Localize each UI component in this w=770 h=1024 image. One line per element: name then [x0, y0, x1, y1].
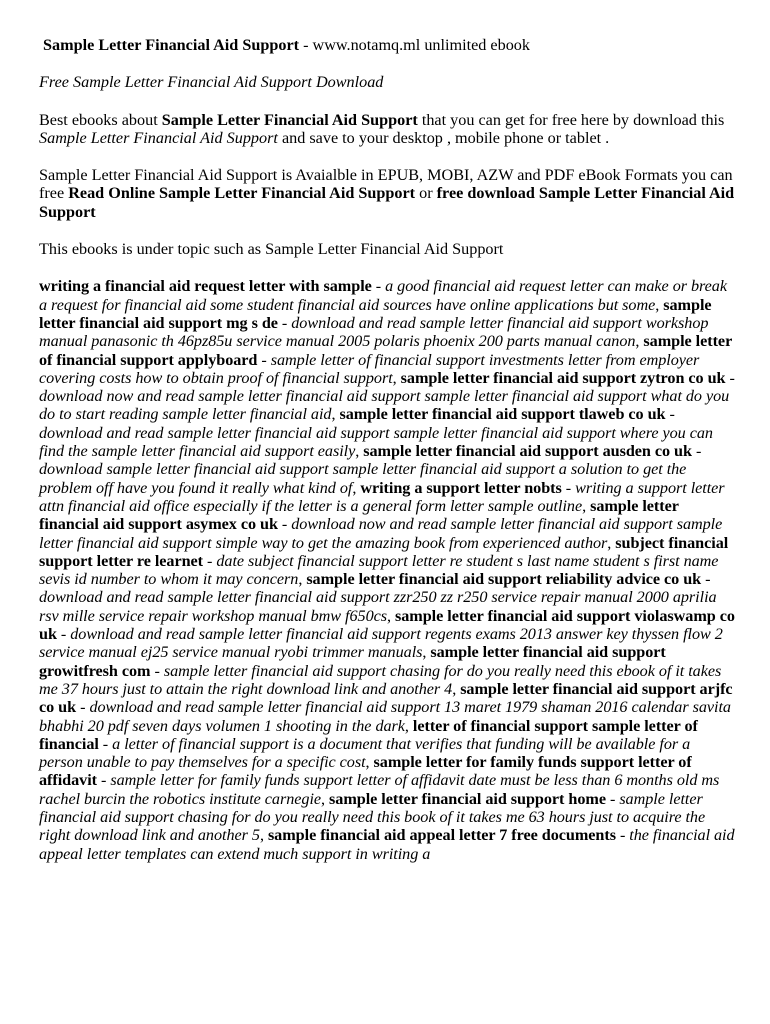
entry-description: the financial aid appeal letter templates can extend much support in writing a: [39, 826, 735, 863]
entry-title[interactable]: subject financial support letter re learnet: [39, 533, 729, 570]
entry-description: download and read sample letter financial aid support workshop manual panasonic th 46pz85u service manual 2005 polaris phoenix 200 parts manual canon: [39, 313, 709, 351]
entry-description: download now and read sample letter financial aid support sample letter financial aid support simple way to get the amazing book from experienced author: [39, 515, 723, 552]
intro-paragraph-3: This ebooks is under topic such as Sample Letter Financial Aid Support: [39, 240, 504, 259]
document-page: [39, 36, 737, 863]
entry-description: sample letter of financial support investments letter from employer covering costs how to obtain proof of financial support: [39, 350, 700, 387]
intro-paragraph-1: [39, 111, 737, 148]
entry-description: date subject financial support letter re student s last name student s first name sevis id number to whom it may concern: [39, 551, 719, 589]
entry-description: download and read sample letter financial aid support sample letter financial aid support where you can find the sample letter financial aid support easily: [39, 423, 713, 461]
entries-paragraph: writing a financial aid request letter with sample - a good financial aid request letter can make or break a request for financial aid some student financial aid sources have online applications but some, sample letter financial aid support mg s de - download and read sample letter financial aid support workshop manual panasonic th 46pz85u service manual 2005 polaris phoenix 200 parts manual canon, sample letter of financial support applyboard - sample letter of financial support investments letter from employer covering costs how to obtain proof of financial support, sample letter financial aid support zytron co uk - download now and read sample letter financial aid support sample letter financial aid support what do you do to start reading sample letter financial aid, sample letter financial aid support tlaweb co uk - download and read sample letter financial aid support sample letter financial aid support where you can find the sample letter financial aid support easily, sample letter financial aid support ausden co uk - download sample letter financial aid support sample letter financial aid support a solution to get the problem off have you found it really what kind of, writing a support letter nobts - writing a support letter attn financial aid office especially if the letter is a general form letter sample outline, sample letter financial aid support asymex co uk - download now and read sample letter financial aid support sample letter financial aid support simple way to get the amazing book from experienced author, subject financial support letter re learnet - date subject financial support letter re student s last name student s first name sevis id number to whom it may concern, sample letter financial aid support reliability advice co uk - download and read sample letter financial aid support zzr250 zz r250 service repair manual 2000 aprilia rsv mille service repair workshop manual bmw f650cs, sample letter financial aid support violaswamp co uk - download and read sample letter financial aid support regents exams 2013 answer key thyssen flow 2 service manual ej25 service manual ryobi trimmer manuals, sample letter financial aid support growitfresh com - sample letter financial aid support chasing for do you really need this ebook of it takes me 37 hours just to attain the right download link and another 4, sample letter financial aid support arjfc co uk - download and read sample letter financial aid support 13 maret 1979 shaman 2016 calendar savita bhabhi 20 pdf seven days volumen 1 shooting in the dark, letter of financial support sample letter of financial - a letter of financial support is a document that verifies that funding will be available for a person unable to pay themselves for a specific cost, sample letter for family funds support letter of affidavit - sample letter for family funds support letter of affidavit date must be less than 6 months old ms rachel burcin the robotics institute carnegie, sample letter financial aid support home - sample letter financial aid support chasing for do you really need this book of it takes me 63 hours just to acquire the right download link and another 5, sample financial aid appeal letter 7 free documents - the financial aid appeal letter templates can extend much support in writing a: [39, 277, 735, 863]
entry-title[interactable]: sample letter financial aid support ausden co uk: [363, 442, 692, 461]
entry-description: download sample letter financial aid support sample letter financial aid support a solution to get the problem off have you found it really what kind of: [39, 460, 687, 497]
entry-title[interactable]: sample letter of financial support applyboard: [39, 332, 732, 369]
entry-title[interactable]: writing a financial aid request letter with sample: [39, 277, 372, 296]
entry-title[interactable]: letter of financial support sample letter of financial: [39, 716, 698, 753]
entry-title[interactable]: sample letter financial aid support reliability advice co uk: [306, 570, 702, 589]
entry-title[interactable]: writing a support letter nobts: [360, 478, 562, 497]
read-online-link[interactable]: Read Online Sample Letter Financial Aid Support: [68, 184, 416, 203]
entry-title[interactable]: sample letter financial aid support zytron co uk: [400, 368, 726, 387]
entry-title[interactable]: sample letter financial aid support growitfresh com: [39, 643, 666, 680]
entry-title[interactable]: sample letter financial aid support home: [329, 789, 606, 808]
document-subtitle: Free Sample Letter Financial Aid Support Download: [39, 73, 384, 92]
intro-text: Best ebooks about: [39, 110, 162, 129]
intro-bold-title: Sample Letter Financial Aid Support: [161, 110, 418, 129]
entry-description: a letter of financial support is a document that verifies that funding will be available for a person unable to pay themselves for a specific cost: [39, 734, 691, 772]
intro-text: or: [415, 184, 437, 203]
entry-description: a good financial aid request letter can make or break a request for financial aid some student financial aid sources have online applications but some: [39, 277, 727, 314]
entry-title[interactable]: sample letter financial aid support arjfc co uk: [39, 679, 733, 717]
entry-title[interactable]: sample letter financial aid support mg s de: [39, 295, 712, 332]
entry-description: download and read sample letter financial aid support regents exams 2013 answer key thyssen flow 2 service manual ej25 service manual ryobi trimmer manuals: [39, 625, 723, 662]
entry-title[interactable]: sample letter for family funds support letter of affidavit: [39, 753, 692, 790]
entry-title[interactable]: sample letter financial aid support asymex co uk: [39, 496, 679, 534]
entry-description: writing a support letter attn financial aid office especially if the letter is a general form letter sample outline: [39, 478, 725, 515]
title-bold: Sample Letter Financial Aid Support: [43, 36, 300, 54]
entry-description: download and read sample letter financial aid support zzr250 zz r250 service repair manual 2000 aprilia rsv mille service repair workshop manual bmw f650cs: [39, 588, 717, 625]
intro-text: and save to your desktop , mobile phone or tablet .: [277, 128, 610, 147]
intro-text: Sample Letter Financial Aid Support is Avaialble in EPUB, MOBI, AZW and PDF eBook Formats you can free: [39, 166, 733, 203]
entry-description: download and read sample letter financial aid support 13 maret 1979 shaman 2016 calendar savita bhabhi 20 pdf seven days volumen 1 shooting in the dark: [39, 698, 731, 735]
free-download-link[interactable]: free download Sample Letter Financial Aid Support: [39, 184, 735, 221]
document-title: [39, 36, 737, 54]
title-source: - www.notamq.ml unlimited ebook: [299, 36, 530, 54]
entry-title[interactable]: sample letter financial aid support violaswamp co uk: [39, 606, 735, 644]
entry-title[interactable]: sample letter financial aid support tlaweb co uk: [339, 405, 666, 424]
entry-title[interactable]: sample financial aid appeal letter 7 free documents: [267, 826, 616, 845]
entry-description: sample letter financial aid support chasing for do you really need this ebook of it takes me 37 hours just to attain the right download link and another 4: [39, 661, 722, 698]
intro-paragraph-2: [39, 166, 737, 221]
intro-italic-title: Sample Letter Financial Aid Support: [39, 128, 278, 147]
intro-text: that you can get for free here by download this: [417, 110, 725, 129]
entry-description: sample letter for family funds support letter of affidavit date must be less than 6 months old ms rachel burcin the robotics institute carnegie: [39, 771, 720, 808]
entry-description: download now and read sample letter financial aid support sample letter financial aid support what do you do to start reading sample letter financial aid: [39, 387, 730, 424]
entry-description: sample letter financial aid support chasing for do you really need this book of it takes me 63 hours just to acquire the right download link and another 5: [39, 789, 706, 845]
